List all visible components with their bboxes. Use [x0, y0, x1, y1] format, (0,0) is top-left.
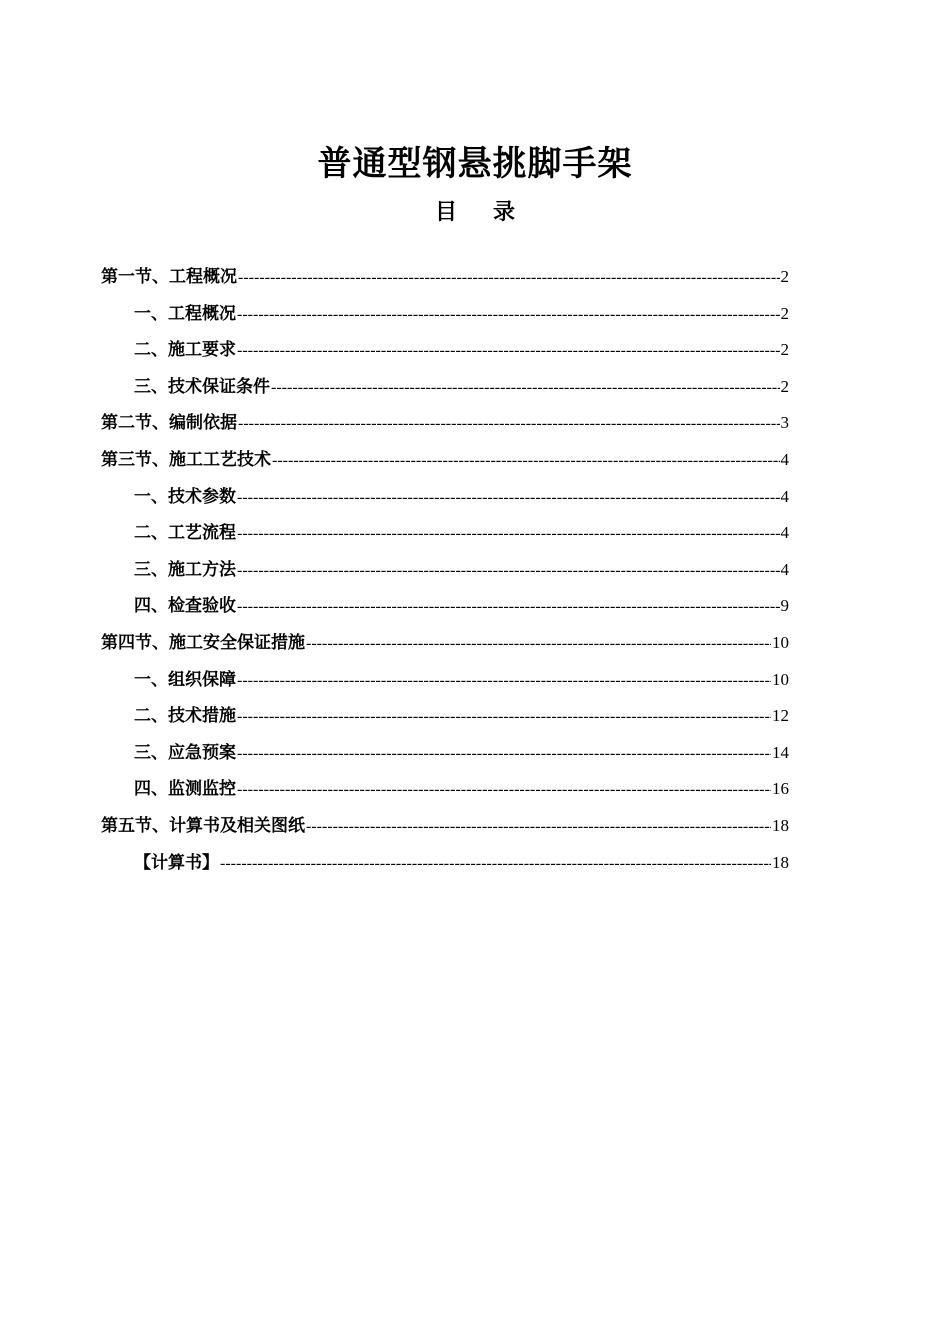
toc-leader — [237, 775, 771, 805]
toc-leader — [237, 666, 771, 696]
toc-entry-page: 2 — [780, 340, 789, 360]
toc-entry-page: 12 — [772, 706, 789, 726]
toc-entry[interactable] — [101, 518, 789, 555]
toc-heading-char-2: 录 — [493, 200, 516, 225]
toc-entry[interactable] — [101, 738, 789, 775]
toc-entry-label: 一、组织保障 — [134, 669, 236, 690]
toc-entry-label: 三、应急预案 — [134, 742, 236, 763]
toc-heading-char-1: 目 — [434, 200, 457, 225]
toc-entry-label: 第四节、施工安全保证措施 — [101, 632, 305, 653]
toc-entry-page: 9 — [780, 596, 789, 616]
toc-leader — [237, 556, 780, 586]
toc-entry-label: 四、监测监控 — [134, 779, 236, 800]
toc-entry-label: 一、技术参数 — [134, 486, 236, 507]
toc-entry-page: 4 — [780, 486, 789, 506]
toc-entry[interactable] — [101, 591, 789, 628]
toc-entry[interactable] — [101, 299, 789, 336]
toc-leader — [237, 336, 780, 366]
toc-leader — [272, 446, 780, 476]
toc-entry[interactable] — [101, 628, 789, 665]
toc-entry-page: 10 — [772, 669, 789, 689]
toc-leader — [306, 629, 771, 659]
toc-entry[interactable] — [101, 701, 789, 738]
toc-leader — [237, 592, 780, 622]
toc-entry-label: 第一节、工程概况 — [101, 267, 237, 287]
toc-entry-page: 2 — [780, 303, 789, 323]
toc-entry[interactable] — [101, 335, 789, 372]
toc-leader — [238, 409, 780, 439]
toc-entry[interactable] — [101, 811, 789, 848]
toc-entry-page: 2 — [780, 267, 789, 286]
toc-entry[interactable] — [101, 262, 789, 299]
toc-leader — [220, 849, 771, 879]
toc-entry-page: 4 — [780, 523, 789, 543]
toc-entry-page: 3 — [780, 413, 789, 433]
toc-entry-label: 四、检查验收 — [134, 596, 236, 617]
toc-entry[interactable] — [101, 848, 789, 885]
toc-leader — [237, 519, 780, 549]
toc-entry-label: 第五节、计算书及相关图纸 — [101, 815, 305, 836]
toc-entry[interactable] — [101, 482, 789, 519]
toc-leader — [271, 373, 780, 403]
toc-leader — [306, 812, 771, 842]
toc-entry-page: 4 — [780, 559, 789, 579]
toc-heading — [0, 196, 950, 230]
toc-leader — [237, 300, 780, 330]
table-of-contents — [101, 262, 789, 884]
toc-entry-label: 三、技术保证条件 — [134, 376, 270, 397]
toc-entry-page: 18 — [772, 815, 789, 835]
toc-entry-label: 第三节、施工工艺技术 — [101, 449, 271, 470]
toc-leader — [237, 702, 771, 732]
toc-entry-page: 16 — [772, 779, 789, 799]
toc-leader — [238, 263, 780, 293]
document-title: 普通型钢悬挑脚手架 — [317, 144, 633, 184]
toc-entry-label: 第二节、编制依据 — [101, 413, 237, 434]
toc-entry[interactable] — [101, 372, 789, 409]
toc-entry[interactable] — [101, 408, 789, 445]
toc-entry-page: 14 — [772, 742, 789, 762]
toc-entry[interactable] — [101, 774, 789, 811]
toc-entry-label: 一、工程概况 — [134, 303, 236, 324]
toc-entry-label: 三、施工方法 — [134, 559, 236, 580]
toc-entry[interactable] — [101, 445, 789, 482]
toc-entry-label: 【计算书】 — [134, 852, 219, 873]
toc-entry-page: 10 — [772, 632, 789, 652]
toc-entry-page: 18 — [772, 852, 789, 872]
toc-entry-label: 二、技术措施 — [134, 706, 236, 727]
toc-entry-label: 二、工艺流程 — [134, 523, 236, 544]
toc-leader — [237, 483, 780, 513]
toc-entry-page: 2 — [780, 376, 789, 396]
toc-leader — [237, 739, 771, 769]
toc-entry[interactable] — [101, 665, 789, 702]
toc-entry-label: 二、施工要求 — [134, 340, 236, 361]
toc-entry[interactable] — [101, 555, 789, 592]
toc-entry-page: 4 — [780, 449, 789, 469]
